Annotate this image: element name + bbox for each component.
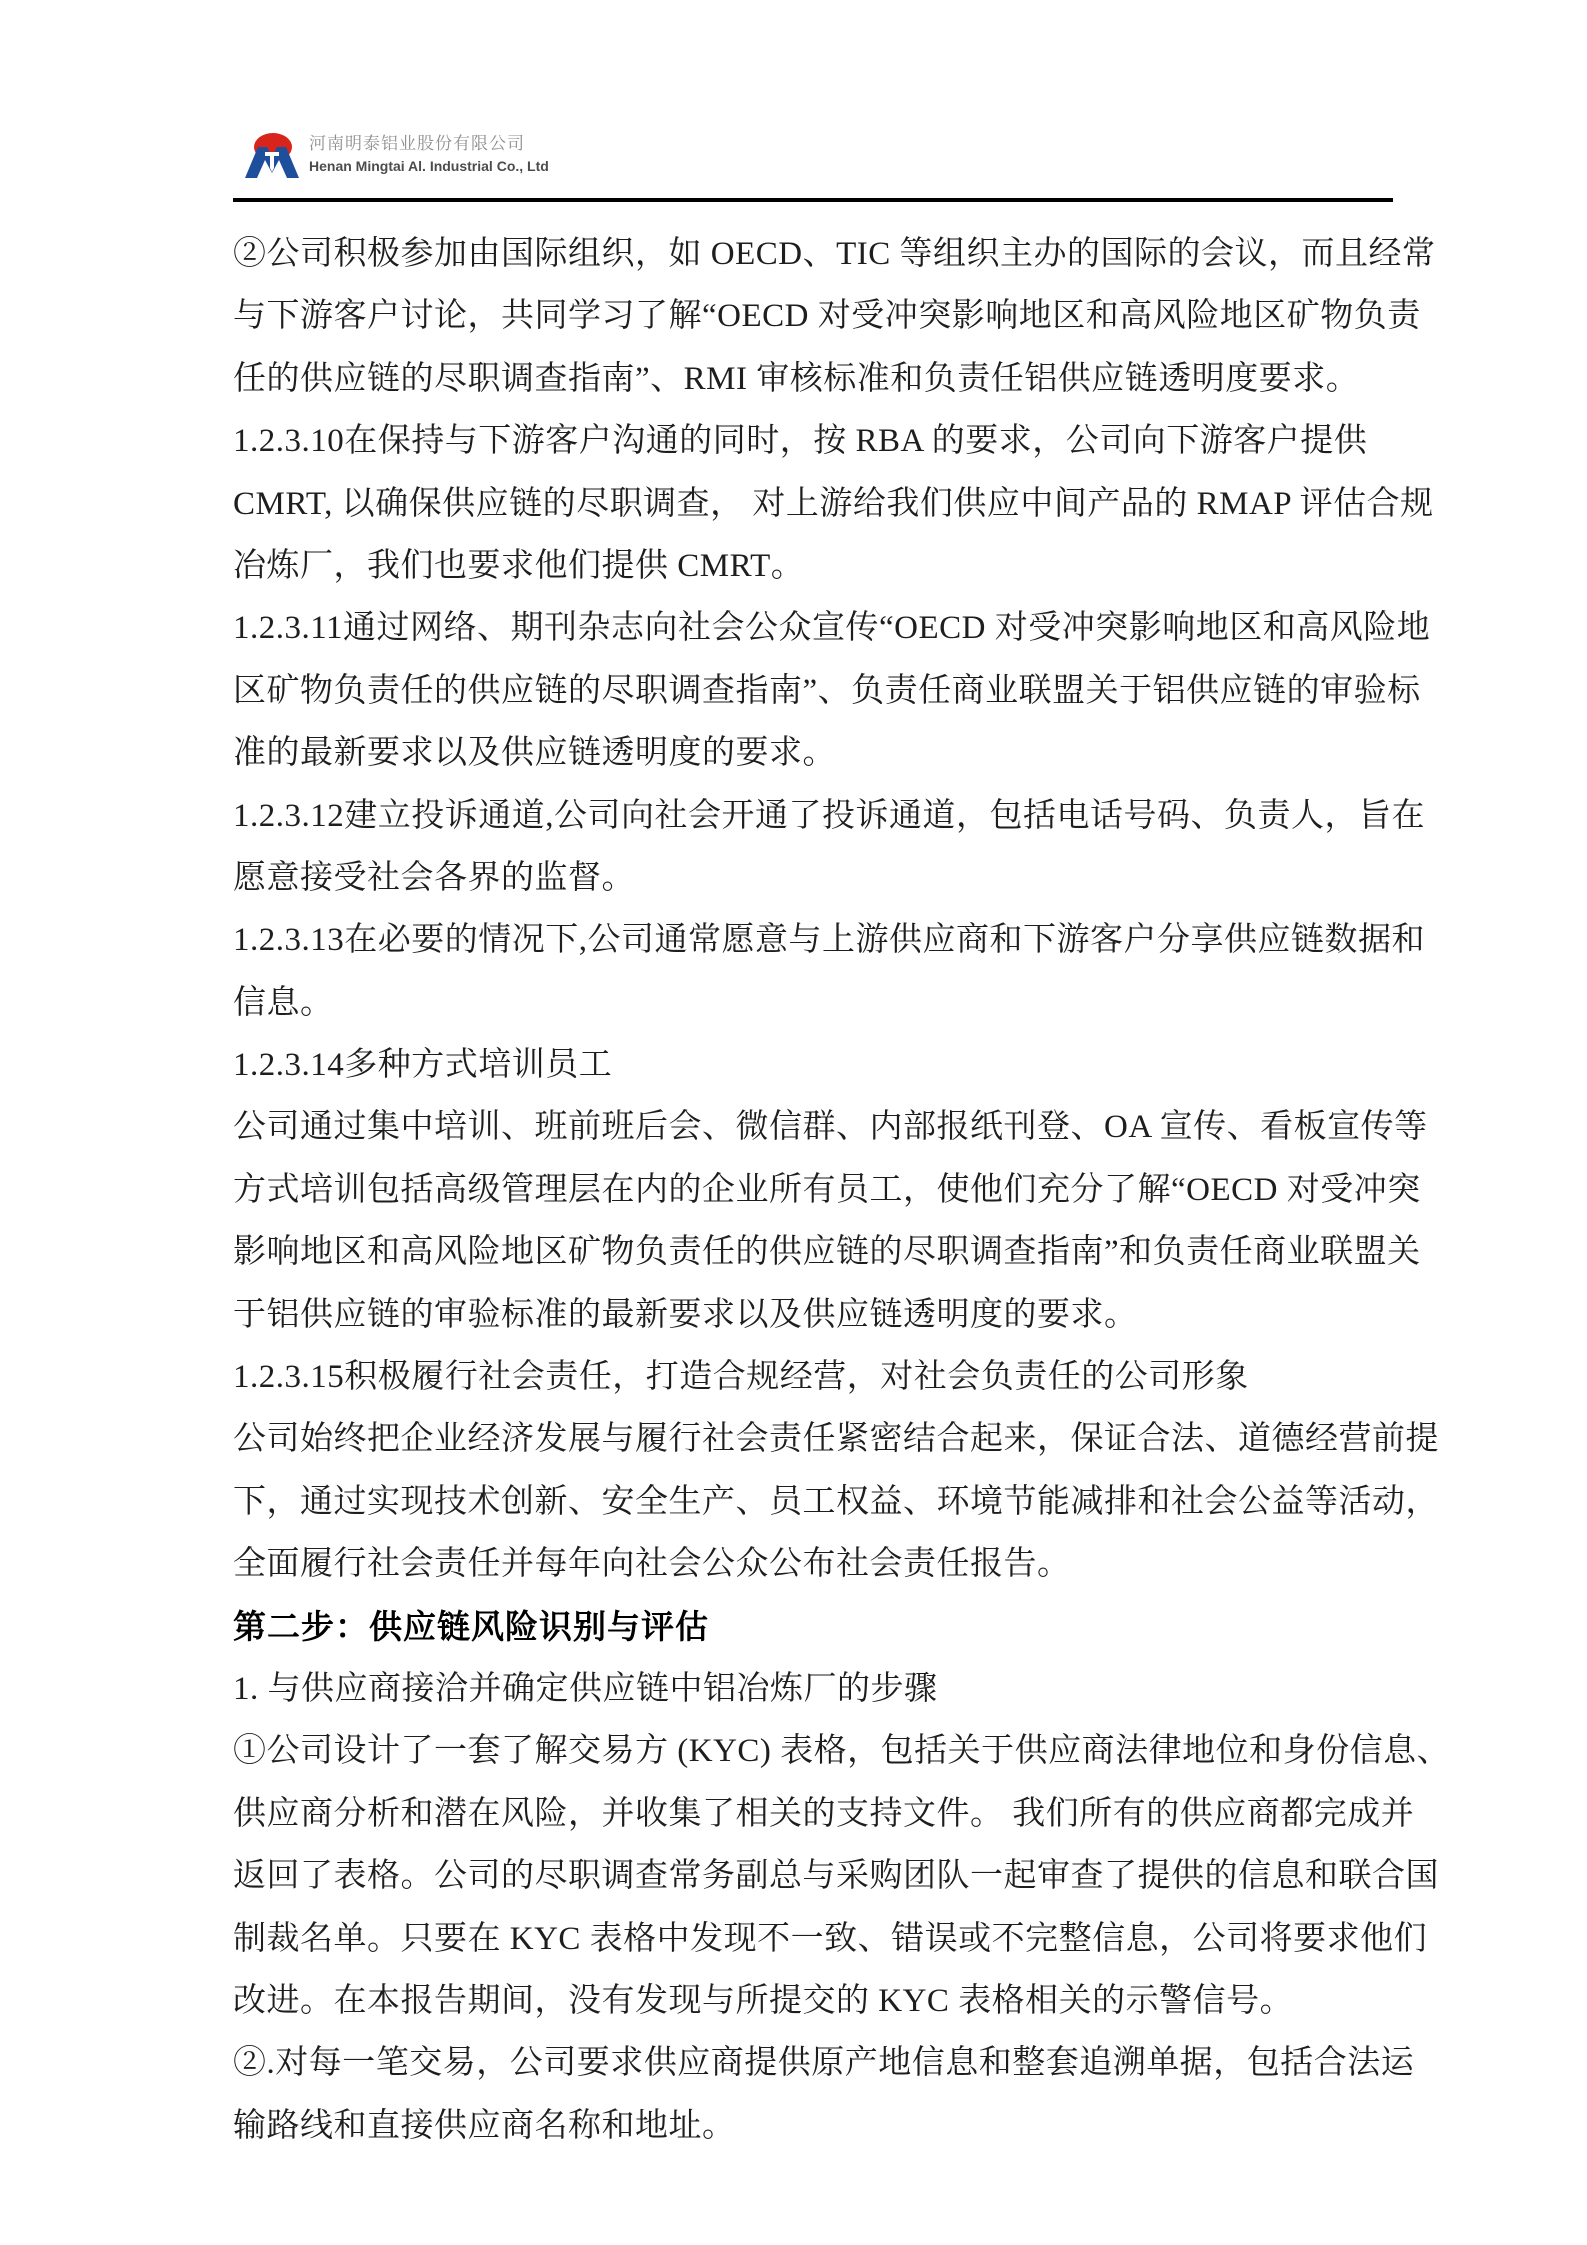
text-line: 任的供应链的尽职调查指南”、RMI 审核标准和负责任铝供应链透明度要求。 [233,360,1360,397]
text-line: ②公司积极参加由国际组织，如 OECD、TIC 等组织主办的国际的会议，而且经常 [233,236,1436,272]
text-line: ①公司设计了一套了解交易方 (KYC) 表格，包括关于供应商法律地位和身份信息、 [233,1733,1451,1770]
text-line: 于铝供应链的审验标准的最新要求以及供应链透明度的要求。 [233,1296,1138,1333]
text-line: 方式培训包括高级管理层在内的企业所有员工，使他们充分了解“OECD 对受冲突 [233,1171,1421,1208]
company-name-en: Henan Mingtai Al. Industrial Co., Ltd [309,158,549,174]
text-line: 制裁名单。只要在 KYC 表格中发现不一致、错误或不完整信息，公司将要求他们 [233,1920,1428,1957]
company-name-cn: 河南明泰铝业股份有限公司 [309,134,525,153]
text-line: 1.2.3.10在保持与下游客户沟通的同时，按 RBA 的要求，公司向下游客户提供 [233,423,1368,460]
text-line: 区矿物负责任的供应链的尽职调查指南”、负责任商业联盟关于铝供应链的审验标 [233,672,1421,709]
text-line: 愿意接受社会各界的监督。 [233,859,635,896]
text-line: 下，通过实现技术创新、安全生产、员工权益、环境节能减排和社会公益等活动， [233,1483,1439,1520]
text-line: 公司通过集中培训、班前班后会、微信群、内部报纸刊登、OA 宣传、看板宣传等 [233,1109,1428,1146]
text-line: 冶炼厂，我们也要求他们提供 CMRT。 [233,547,805,584]
text-line: 影响地区和高风险地区矿物负责任的供应链的尽职调查指南”和负责任商业联盟关 [233,1234,1421,1271]
section-heading: 第二步：供应链风险识别与评估 [233,1607,709,1645]
text-line: ②.对每一笔交易，公司要求供应商提供原产地信息和整套追溯单据，包括合法运 [233,2045,1415,2082]
text-line: 1.2.3.15积极履行社会责任，打造合规经营，对社会负责任的公司形象 [233,1359,1249,1396]
text-line: 供应商分析和潜在风险，并收集了相关的支持文件。 我们所有的供应商都完成并 [233,1795,1415,1832]
text-line: 信息。 [233,984,334,1021]
text-line: 与下游客户讨论，共同学习了解“OECD 对受冲突影响地区和高风险地区矿物负责 [233,298,1421,335]
text-line: 1.2.3.14多种方式培训员工 [233,1047,613,1084]
text-line: 准的最新要求以及供应链透明度的要求。 [233,735,836,772]
header-divider [233,198,1393,202]
text-line: 公司始终把企业经济发展与履行社会责任紧密结合起来，保证合法、道德经营前提 [233,1421,1439,1458]
company-name-block [309,131,549,175]
text-line: 返回了表格。公司的尽职调查常务副总与采购团队一起审查了提供的信息和联合国 [233,1858,1439,1895]
text-line: 1.2.3.12建立投诉通道,公司向社会开通了投诉通道，包括电话号码、负责人，旨在 [233,797,1425,834]
text-line: 改进。在本报告期间，没有发现与所提交的 KYC 表格相关的示警信号。 [233,1982,1294,2019]
text-line: 输路线和直接供应商名称和地址。 [233,2107,736,2144]
text-line: CMRT, 以确保供应链的尽职调查， 对上游给我们供应中间产品的 RMAP 评估合规 [233,485,1434,522]
company-header [245,131,549,183]
text-line: 1.2.3.11通过网络、期刊杂志向社会公众宣传“OECD 对受冲突影响地区和高风险地 [233,610,1431,647]
text-line: 1. 与供应商接洽并确定供应链中铝冶炼厂的步骤 [233,1670,938,1707]
document-body [233,223,1451,2157]
text-line: 1.2.3.13在必要的情况下,公司通常愿意与上游供应商和下游客户分享供应链数据和 [233,922,1425,959]
mingtai-logo-icon [245,131,299,183]
text-line: 全面履行社会责任并每年向社会公众公布社会责任报告。 [233,1546,1071,1583]
